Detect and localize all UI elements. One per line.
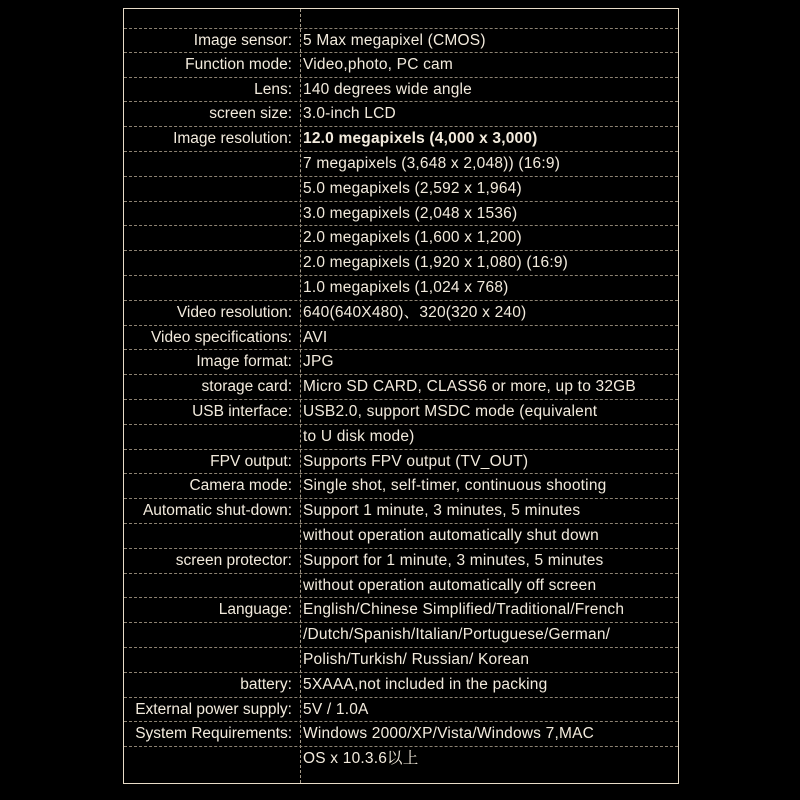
- spec-row: [124, 102, 678, 127]
- spec-row: [124, 425, 678, 450]
- spec-value: 12.0 megapixels (4,000 x 3,000): [303, 130, 538, 148]
- spec-label: Language:: [218, 601, 292, 619]
- spec-label: Camera mode:: [189, 477, 292, 495]
- spec-value: 2.0 megapixels (1,600 x 1,200): [303, 229, 522, 247]
- spec-value: without operation automatically shut down: [303, 526, 599, 544]
- spec-value: 5XAAA,not included in the packing: [303, 675, 548, 693]
- spec-row: [124, 350, 678, 375]
- spec-row: [124, 326, 678, 351]
- spec-label: screen size:: [209, 105, 292, 123]
- spec-label: storage card:: [201, 378, 292, 396]
- spec-value: 3.0-inch LCD: [303, 105, 396, 123]
- spec-row: [124, 78, 678, 103]
- spec-value: 5 Max megapixel (CMOS): [303, 32, 486, 49]
- spec-row: [124, 524, 678, 549]
- spec-value: Support 1 minute, 3 minutes, 5 minutes: [303, 502, 581, 520]
- spec-value: Micro SD CARD, CLASS6 or more, up to 32GB: [303, 378, 636, 396]
- spec-row: [124, 152, 678, 177]
- spec-label: Function mode:: [185, 55, 292, 73]
- spec-label: battery:: [240, 675, 292, 693]
- spec-value: USB2.0, support MSDC mode (equivalent: [303, 402, 598, 420]
- spec-label: FPV output:: [210, 452, 292, 470]
- spec-row: [124, 53, 678, 78]
- spec-row: [124, 202, 678, 227]
- spec-label: USB interface:: [192, 402, 292, 420]
- spec-label: Image resolution:: [173, 130, 292, 148]
- spec-value: 7 megapixels (3,648 x 2,048)) (16:9): [303, 154, 561, 172]
- spec-row: [124, 722, 678, 747]
- spec-row: [124, 698, 678, 723]
- spec-row: [124, 226, 678, 251]
- spec-row: [124, 549, 678, 574]
- spec-row: [124, 400, 678, 425]
- spec-label: Video specifications:: [150, 328, 292, 346]
- spec-row: [124, 574, 678, 599]
- spec-label: External power supply:: [135, 700, 292, 718]
- spec-row: [124, 251, 678, 276]
- spec-value: 640(640X480)、320(320 x 240): [303, 303, 527, 321]
- spec-table: [123, 8, 679, 784]
- spec-row: [124, 474, 678, 499]
- spec-label: screen protector:: [175, 551, 292, 569]
- spec-row: [124, 450, 678, 475]
- spec-label: System Requirements:: [135, 725, 292, 743]
- spec-value: OS x 10.3.6以上: [303, 750, 419, 768]
- spec-value: 5.0 megapixels (2,592 x 1,964): [303, 179, 522, 197]
- spec-value: Video,photo, PC cam: [303, 55, 453, 73]
- spec-row: [124, 28, 678, 53]
- spec-row: [124, 598, 678, 623]
- spec-label: Automatic shut-down:: [142, 502, 292, 520]
- spec-value: without operation automatically off screen: [303, 576, 597, 594]
- spec-value: AVI: [303, 328, 328, 346]
- spec-value: JPG: [303, 353, 334, 371]
- spec-label: Image sensor:: [193, 32, 292, 49]
- spec-row: [124, 747, 678, 772]
- spec-row: [124, 276, 678, 301]
- spec-rows: [124, 28, 678, 772]
- spec-row: [124, 673, 678, 698]
- spec-value: English/Chinese Simplified/Traditional/French: [303, 601, 625, 619]
- spec-value: /Dutch/Spanish/Italian/Portuguese/German/: [303, 626, 611, 644]
- spec-row: [124, 648, 678, 673]
- spec-value: 1.0 megapixels (1,024 x 768): [303, 278, 509, 296]
- spec-row: [124, 301, 678, 326]
- spec-label: Lens:: [254, 80, 292, 98]
- spec-value: Single shot, self-timer, continuous shooting: [303, 477, 607, 495]
- spec-value: 5V / 1.0A: [303, 700, 369, 718]
- spec-row: [124, 177, 678, 202]
- spec-value: 140 degrees wide angle: [303, 80, 472, 98]
- spec-value: Polish/Turkish/ Russian/ Korean: [303, 650, 530, 668]
- spec-value: 2.0 megapixels (1,920 x 1,080) (16:9): [303, 254, 569, 272]
- spec-row: [124, 499, 678, 524]
- spec-value: to U disk mode): [303, 427, 415, 445]
- spec-value: Support for 1 minute, 3 minutes, 5 minutes: [303, 551, 604, 569]
- spec-label: Image format:: [196, 353, 292, 371]
- spec-value: Windows 2000/XP/Vista/Windows 7,MAC: [303, 725, 594, 743]
- spec-value: Supports FPV output (TV_OUT): [303, 452, 529, 470]
- spec-row: [124, 127, 678, 152]
- spec-label: Video resolution:: [176, 303, 292, 321]
- spec-row: [124, 623, 678, 648]
- spec-row: [124, 375, 678, 400]
- spec-value: 3.0 megapixels (2,048 x 1536): [303, 204, 518, 222]
